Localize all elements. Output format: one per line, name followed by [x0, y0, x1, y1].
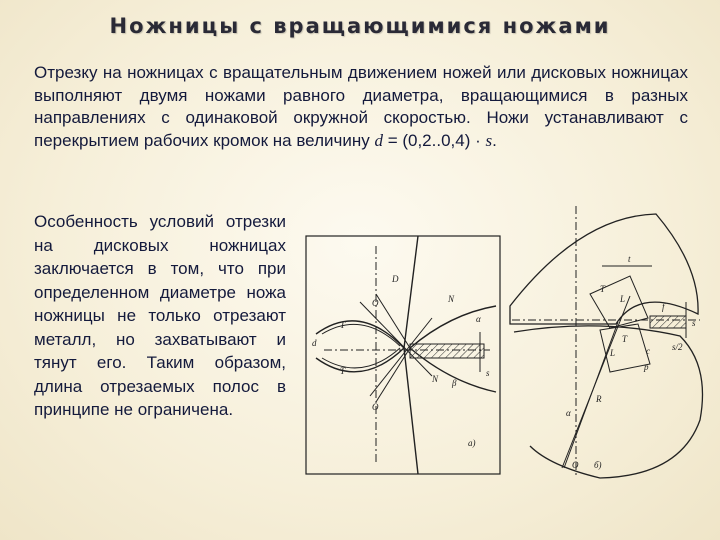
label-T-top: T [600, 284, 606, 294]
radius-lower [376, 348, 410, 402]
label-L-bot: L [610, 348, 616, 358]
alpha-line-b [562, 296, 630, 468]
label-f: f [662, 302, 665, 312]
label-O-b: O [572, 460, 579, 470]
formula-d: d [374, 130, 383, 150]
label-t: t [628, 254, 631, 264]
label-D: D [392, 274, 399, 284]
formula-s: s [485, 130, 493, 150]
label-N1: N [448, 294, 455, 304]
slide-title: Ножницы с вращающимися ножами [109, 14, 611, 38]
label-N2: N [432, 374, 439, 384]
label-alpha-b: α [566, 408, 571, 418]
diagram-b-labels [566, 254, 696, 470]
right-upper-edge [410, 306, 496, 348]
label-c: c [646, 346, 650, 356]
label-p: p [644, 362, 649, 372]
label-d: d [312, 338, 317, 348]
caption-a: а) [468, 438, 476, 448]
label-O-top: O [372, 298, 379, 308]
formula-range: = (0,2..0,4) · [382, 130, 486, 150]
label-s-b: s [692, 318, 696, 328]
lower-knife-inner-arc [322, 348, 400, 368]
label-L-top: L [620, 294, 626, 304]
label-s-half: s/2 [672, 342, 683, 352]
upper-knife-arc [316, 236, 418, 348]
label-T-bot: T [622, 334, 628, 344]
label-s-a: s [486, 368, 490, 378]
lower-knife-section [600, 324, 650, 372]
upper-knife-inner-arc [322, 324, 400, 346]
metal-strip-b [650, 316, 686, 328]
formula-end: . [492, 130, 497, 150]
label-alpha-a: α [476, 314, 481, 324]
shears-diagram [300, 206, 716, 486]
feature-paragraph: Особенность условий отрезки на дисковых ножницах заключается в том, что при определенном диаметре ножа ножницы не только отрезают металл, но захватывают и тянут его. Таким образом, длина отрезаемых полос в принципе не ограничена. [34, 212, 286, 419]
label-T1: T [340, 320, 346, 330]
intro-text: Отрезку на ножницах с вращательным движением ножей или дисковых ножницах выполняют двумя ножами равного диаметра, вращающимися в разных направлениях с одинаковой окружной скоростью. Ножи устанавливают с перекрытием рабочих кромок на величину [34, 63, 688, 150]
upper-disk [510, 214, 698, 324]
label-T2: T [340, 366, 346, 376]
caption-b: б) [594, 460, 602, 470]
label-beta: β [452, 378, 457, 388]
metal-strip [410, 344, 484, 358]
label-R: R [596, 394, 602, 404]
label-O-bottom: O [372, 402, 379, 412]
intro-paragraph [34, 62, 688, 152]
shears-diagram-svg [300, 206, 716, 486]
diagram-a-labels [312, 274, 490, 448]
